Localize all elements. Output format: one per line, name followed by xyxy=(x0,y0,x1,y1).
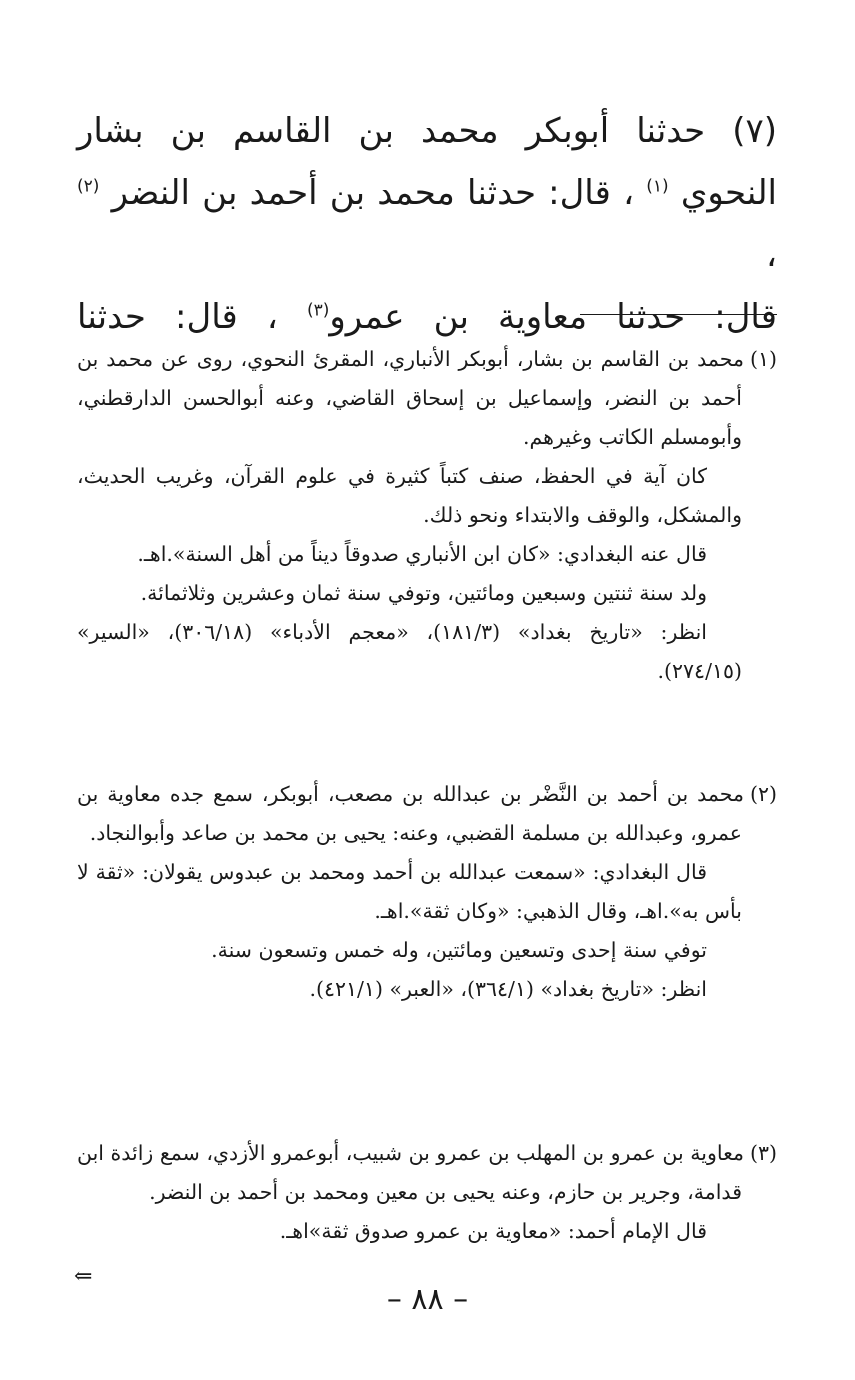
footnote-1-paragraph: ولد سنة ثنتين وسبعين ومائتين، وتوفي سنة ثمان وعشرين وثلاثمائة. xyxy=(140,581,707,605)
footnote-1 xyxy=(77,340,777,691)
footnote-2-paragraph xyxy=(77,775,777,853)
main-text-line-3 xyxy=(77,286,777,348)
footnote-2 xyxy=(77,775,777,1009)
text-fragment: النحوي xyxy=(680,173,778,213)
text-fragment: ، قال: حدثنا محمد بن أحمد بن النضر xyxy=(111,173,635,213)
footnote-ref-3[interactable]: (٣) xyxy=(306,300,330,321)
footnote-3-paragraph: قال الإمام أحمد: «معاوية بن عمرو صدوق ثقة»اهـ. xyxy=(279,1219,707,1243)
footnote-3 xyxy=(77,1134,777,1251)
main-text xyxy=(77,100,777,348)
footnote-2-paragraph: توفي سنة إحدى وتسعين ومائتين، وله خمس وتسعون سنة. xyxy=(211,938,707,962)
footnote-ref-1[interactable]: (١) xyxy=(646,176,669,197)
footnote-3-number: (٣) xyxy=(749,1141,777,1165)
text-fragment: ، xyxy=(766,235,777,275)
footnote-text: محمد بن أحمد بن النَّضْر بن عبدالله بن مصعب، أبوبكر، سمع جده معاوية بن عمرو، وعبدالله بن مسلمة القضبي، وعنه: يحيى بن محمد بن صاعد وأبوالنجاد. xyxy=(77,782,744,845)
footnote-1-paragraph xyxy=(77,340,777,457)
footnote-3-paragraph xyxy=(77,1134,777,1212)
footnote-2-paragraph: انظر: «تاريخ بغداد» (٣٦٤/١)، «العبر» (٤٢١/١). xyxy=(309,977,707,1001)
footnote-ref-2[interactable]: (٢) xyxy=(77,176,100,197)
footnote-text: معاوية بن عمرو بن المهلب بن عمرو بن شبيب، أبوعمرو الأزدي، سمع زائدة ابن قدامة، وجرير بن حازم، وعنه يحيى بن معين ومحمد بن أحمد بن النضر. xyxy=(77,1141,744,1204)
continue-arrow-icon: ⇐ xyxy=(74,1264,93,1289)
footnote-1-number: (١) xyxy=(749,347,777,371)
text-fragment: قال: حدثنا معاوية بن عمرو xyxy=(329,297,778,337)
footnote-2-paragraph: قال البغدادي: «سمعت عبدالله بن أحمد ومحمد بن عبدوس يقولان: «ثقة لا بأس به».اهـ، وقال الذهبي: «وكان ثقة».اهـ. xyxy=(77,860,742,923)
page-number: – ٨٨ – xyxy=(386,1282,469,1317)
footnote-text: محمد بن القاسم بن بشار، أبوبكر الأنباري، المقرئ النحوي، روى عن محمد بن أحمد بن النضر، وإسماعيل بن إسحاق القاضي، وعنه أبوالحسن الدارقطني، وأبومسلم الكاتب وغيرهم. xyxy=(77,347,744,449)
footnote-1-paragraph: انظر: «تاريخ بغداد» (١٨١/٣)، «معجم الأدباء» (٣٠٦/١٨)، «السير» (٢٧٤/١٥). xyxy=(77,620,742,683)
main-text-line-1: (٧) حدثنا أبوبكر محمد بن القاسم بن بشار xyxy=(77,111,777,151)
footnote-2-number: (٢) xyxy=(749,782,777,806)
footnote-1-paragraph: كان آية في الحفظ، صنف كتباً كثيرة في علوم القرآن، وغريب الحديث، والمشكل، والوقف والابتداء ونحو ذلك. xyxy=(77,464,742,527)
footnote-1-paragraph: قال عنه البغدادي: «كان ابن الأنباري صدوقاً ديناً من أهل السنة».اهـ. xyxy=(137,542,707,566)
main-text-line-2 xyxy=(77,162,777,286)
text-fragment: ، قال: حدثنا xyxy=(77,297,278,337)
footnote-separator xyxy=(580,314,777,315)
